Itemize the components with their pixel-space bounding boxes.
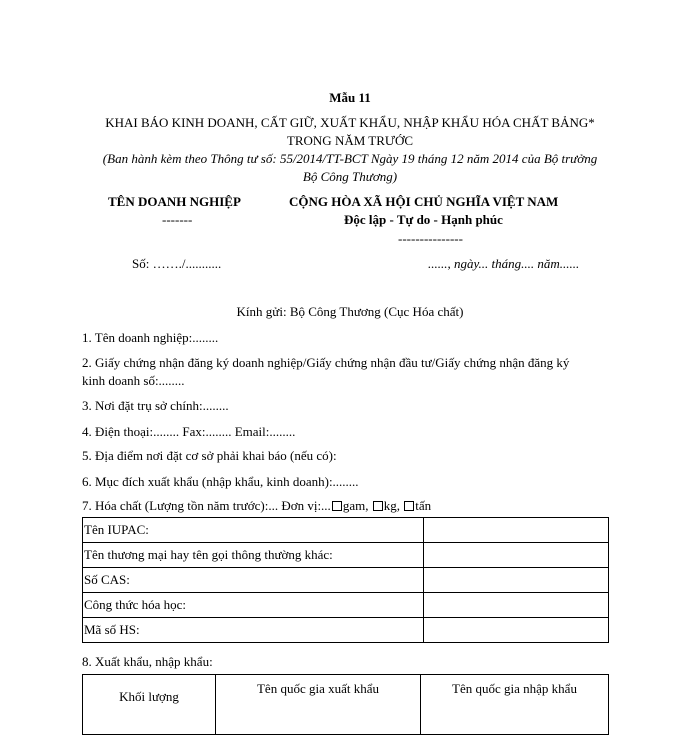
- unit-gam-label: gam,: [342, 498, 369, 513]
- item-7-prefix: 7. Hóa chất (Lượng tồn năm trước):... Đơn vị:...: [82, 498, 331, 513]
- item-4-contact: 4. Điện thoại:........ Fax:........ Email:........: [82, 424, 296, 439]
- place-date: ......, ngày... tháng.... năm......: [428, 256, 580, 271]
- cas-number-label: Số CAS:: [83, 568, 424, 593]
- table-header-row: [83, 675, 609, 735]
- import-country-header: Tên quốc gia nhập khẩu: [421, 675, 609, 735]
- motto-dash: ---------------: [398, 231, 463, 246]
- nation-heading: CỘNG HÒA XÃ HỘI CHỦ NGHĨA VIỆT NAM: [289, 194, 559, 209]
- chemical-info-table: [82, 517, 609, 643]
- form-title-line-2: TRONG NĂM TRƯỚC: [286, 133, 414, 148]
- quantity-header: Khối lượng: [83, 675, 216, 735]
- checkbox-kg[interactable]: [373, 501, 383, 511]
- table-row: [83, 518, 609, 543]
- export-country-header: Tên quốc gia xuất khẩu: [216, 675, 421, 735]
- chemical-formula-field[interactable]: [424, 593, 609, 618]
- cas-number-field[interactable]: [424, 568, 609, 593]
- chemical-formula-label: Công thức hóa học:: [83, 593, 424, 618]
- hs-code-label: Mã số HS:: [83, 618, 424, 643]
- national-motto: Độc lập - Tự do - Hạnh phúc: [344, 212, 503, 227]
- table-row: [83, 618, 609, 643]
- item-2-certificate-line-2: kinh doanh số:........: [82, 373, 185, 388]
- iupac-name-label: Tên IUPAC:: [83, 518, 424, 543]
- company-name-heading: TÊN DOANH NGHIỆP: [108, 194, 241, 209]
- checkbox-tan[interactable]: [404, 501, 414, 511]
- item-1-company-name: 1. Tên doanh nghiệp:........: [82, 330, 219, 345]
- document-number: Số: ……./...........: [132, 256, 222, 271]
- checkbox-gam[interactable]: [332, 501, 342, 511]
- recipient: Kính gửi: Bộ Công Thương (Cục Hóa chất): [236, 304, 464, 319]
- iupac-name-field[interactable]: [424, 518, 609, 543]
- form-number: Mẫu 11: [329, 90, 371, 105]
- item-3-head-office: 3. Nơi đặt trụ sở chính:........: [82, 398, 229, 413]
- form-title-line-1: KHAI BÁO KINH DOANH, CẤT GIỮ, XUẤT KHẨU, NHẬP KHẨU HÓA CHẤT BẢNG*: [105, 115, 595, 130]
- issuance-note-line-1: (Ban hành kèm theo Thông tư số: 55/2014/TT-BCT Ngày 19 tháng 12 năm 2014 của Bộ trưởng: [102, 151, 598, 166]
- trade-name-field[interactable]: [424, 543, 609, 568]
- issuance-note-line-2: Bộ Công Thương): [302, 169, 398, 184]
- item-2-certificate-line-1: 2. Giấy chứng nhận đăng ký doanh nghiệp/Giấy chứng nhận đầu tư/Giấy chứng nhận đăng ký: [82, 355, 570, 370]
- table-row: [83, 568, 609, 593]
- item-7-chemical: [82, 498, 431, 514]
- item-6-purpose: 6. Mục đích xuất khẩu (nhập khẩu, kinh doanh):........: [82, 474, 359, 489]
- item-8-export-import: 8. Xuất khẩu, nhập khẩu:: [82, 654, 213, 669]
- unit-tan-label: tấn: [415, 498, 432, 513]
- unit-kg-label: kg,: [383, 498, 400, 513]
- table-row: [83, 593, 609, 618]
- item-5-facility-location: 5. Địa điểm nơi đặt cơ sở phải khai báo (nếu có):: [82, 448, 337, 463]
- table-row: [83, 543, 609, 568]
- hs-code-field[interactable]: [424, 618, 609, 643]
- trade-name-label: Tên thương mại hay tên gọi thông thường khác:: [83, 543, 424, 568]
- export-import-table: [82, 674, 609, 735]
- company-dash: -------: [162, 212, 193, 227]
